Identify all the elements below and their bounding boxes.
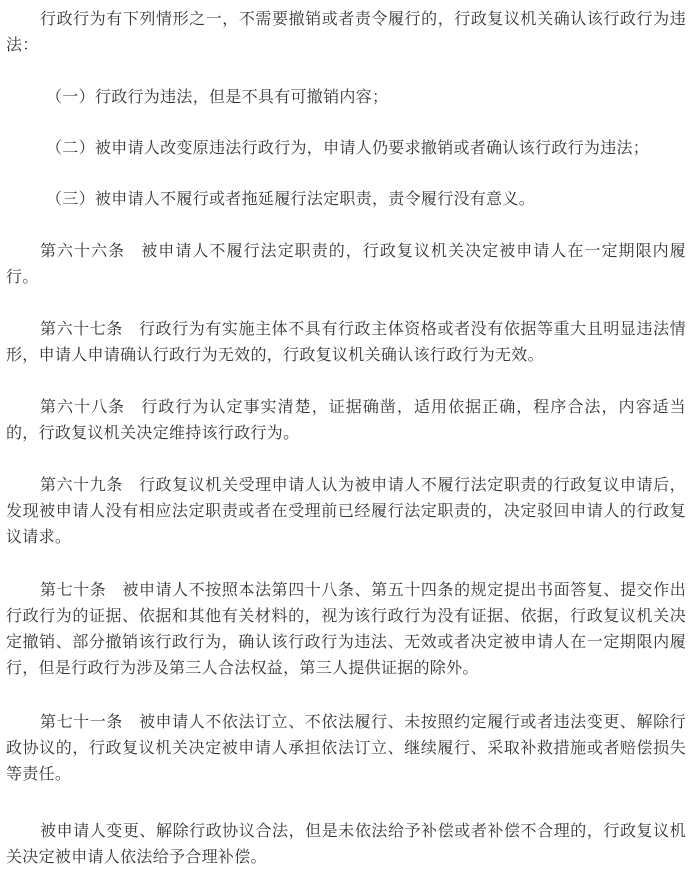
list-item-3: （三）被申请人不履行或者拖延履行法定职责，责令履行没有意义。 xyxy=(46,189,536,208)
article-text: 行政复议机关受理申请人认为被申请人不履行法定职责的行政复议申请后，发现被申请人没有相应法定职责或者在受理前已经履行法定职责的，决定驳回申请人的行政复议请求。 xyxy=(6,475,686,546)
article-69 xyxy=(6,472,686,550)
article-67 xyxy=(6,316,686,368)
article-number: 第七十一条 xyxy=(40,712,123,731)
article-number: 第六十六条 xyxy=(40,241,126,260)
article-68 xyxy=(6,394,686,446)
article-text: 被申请人不履行法定职责的，行政复议机关决定被申请人在一定期限内履行。 xyxy=(6,241,686,286)
list-item-2: （二）被申请人改变原违法行政行为，申请人仍要求撤销或者确认该行政行为违法； xyxy=(46,138,650,157)
article-number: 第六十九条 xyxy=(40,475,123,494)
article-text: 被申请人不按照本法第四十八条、第五十四条的规定提出书面答复、提交作出行政行为的证据、依据和其他有关材料的，视为该行政行为没有证据、依据，行政复议机关决定撤销、部分撤销该行政行为，确认该行政行为违法、无效或者决定被申请人在一定期限内履行，但是行政行为涉及第三人合法权益，第三人提供证据的除外。 xyxy=(6,580,687,677)
article-70 xyxy=(6,577,686,681)
article-text: 行政行为有实施主体不具有行政主体资格或者没有依据等重大且明显违法情形，申请人申请确认行政行为无效的，行政复议机关确认该行政行为无效。 xyxy=(6,319,686,364)
article-number: 第六十七条 xyxy=(40,319,123,338)
article-66 xyxy=(6,238,686,290)
intro-paragraph: 行政行为有下列情形之一，不需要撤销或者责令履行的，行政复议机关确认该行政行为违法： xyxy=(6,9,686,54)
article-number: 第六十八条 xyxy=(40,397,126,416)
closing-paragraph: 被申请人变更、解除行政协议合法，但是未依法给予补偿或者补偿不合理的，行政复议机关决定被申请人依法给予合理补偿。 xyxy=(6,821,686,866)
article-text: 被申请人不依法订立、不依法履行、未按照约定履行或者违法变更、解除行政协议的，行政复议机关决定被申请人承担依法订立、继续履行、采取补救措施或者赔偿损失等责任。 xyxy=(6,712,686,783)
article-text: 行政行为认定事实清楚，证据确凿，适用依据正确，程序合法，内容适当的，行政复议机关决定维持该行政行为。 xyxy=(6,397,686,442)
article-71 xyxy=(6,709,686,787)
article-number: 第七十条 xyxy=(40,580,107,599)
list-item-1: （一）行政行为违法，但是不具有可撤销内容； xyxy=(46,87,389,106)
